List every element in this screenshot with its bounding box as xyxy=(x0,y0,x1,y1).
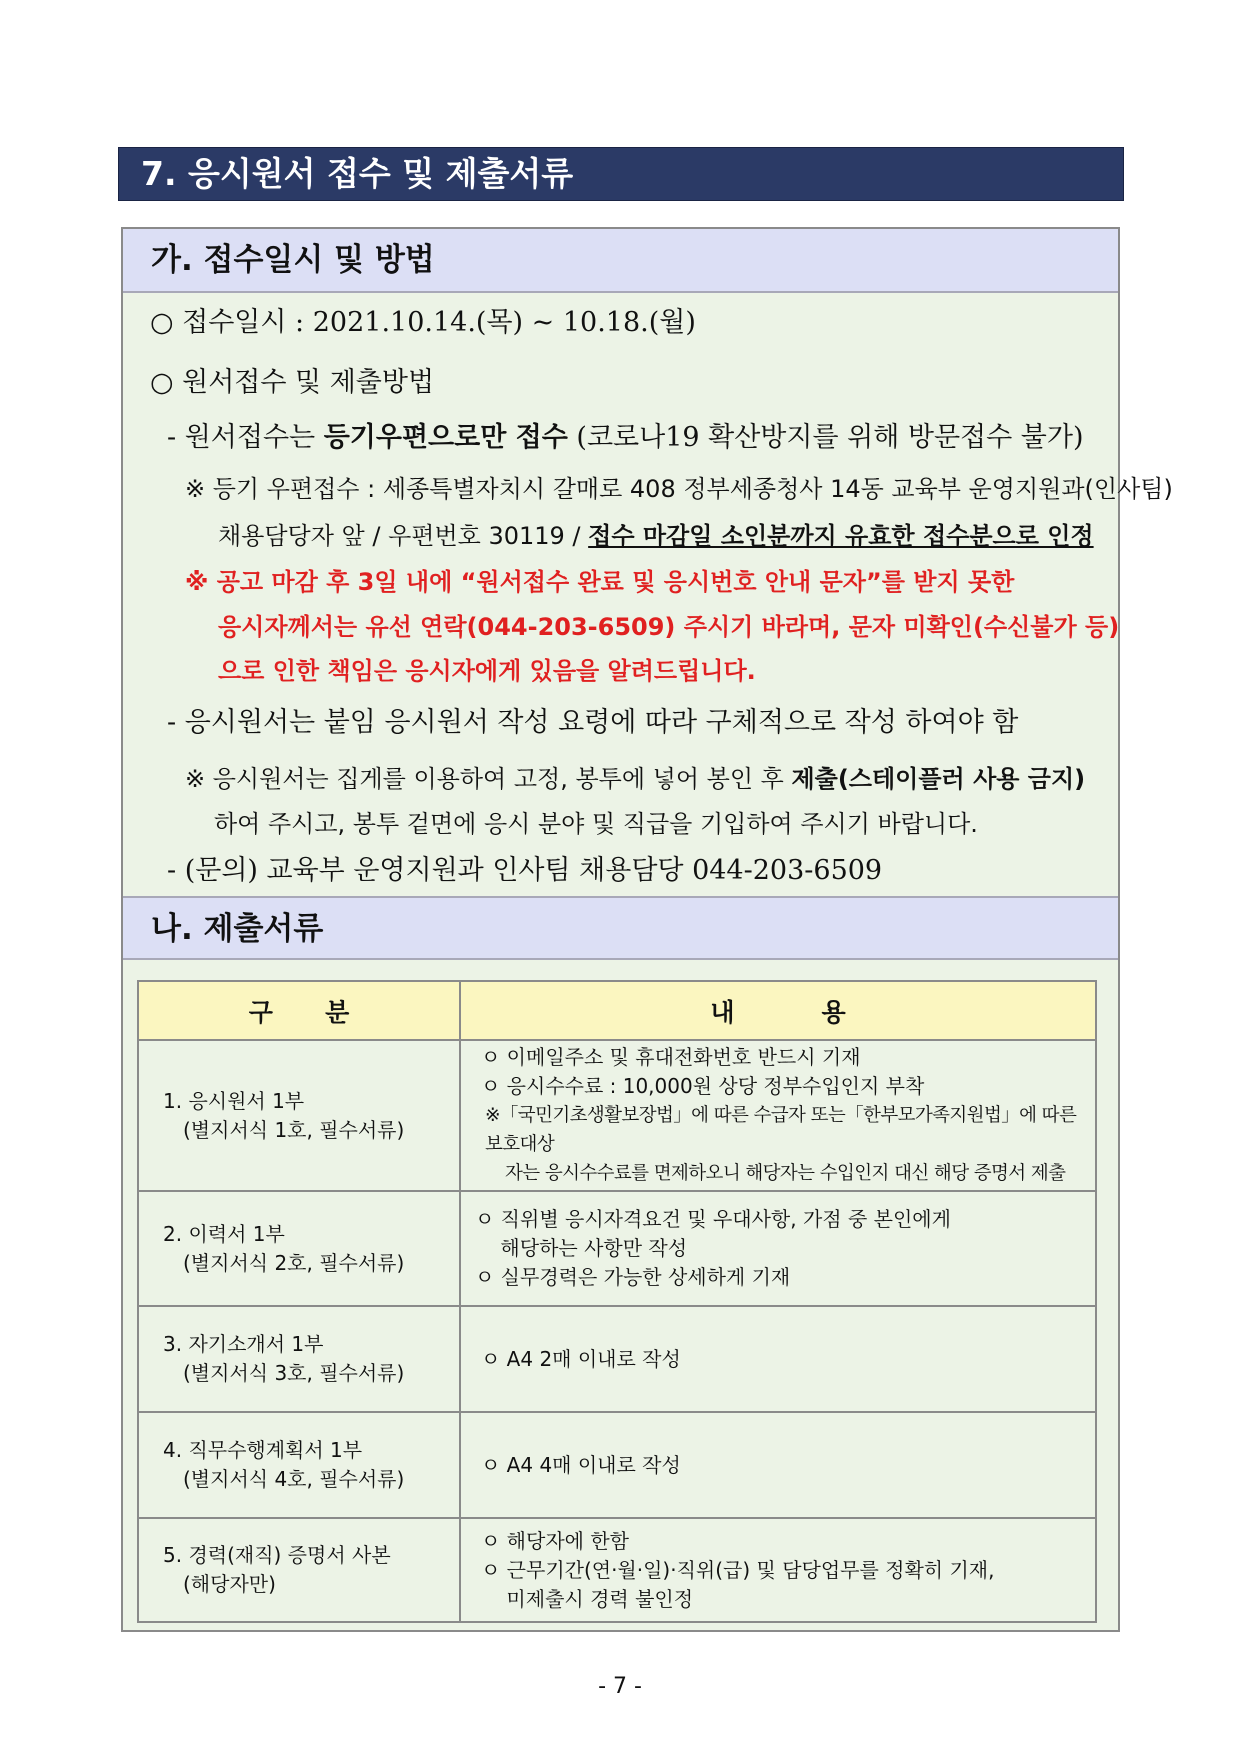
header-content: 내 용 xyxy=(460,981,1096,1040)
form-writing-line: - 응시원서는 붙임 응시원서 작성 요령에 따라 구체적으로 작성 하여야 함 xyxy=(167,707,1019,738)
warning-line-3: 으로 인한 책임은 응시자에게 있음을 알려드립니다. xyxy=(218,657,756,685)
row-category: 1. 응시원서 1부 (별지서식 1호, 필수서류) xyxy=(138,1040,460,1191)
documents-table xyxy=(137,980,1097,1623)
mail-address-note: ※ 등기 우편접수 : 세종특별자치시 갈매로 408 정부세종청사 14동 교육부 운영지원과(인사팀) xyxy=(185,475,1173,503)
mail-only-line: - 원서접수는 등기우편으로만 접수 (코로나19 확산방지를 위해 방문접수 불가) xyxy=(167,422,1084,453)
table-row xyxy=(138,1518,1096,1622)
contact-line: - (문의) 교육부 운영지원과 인사팀 채용담당 044-203-6509 xyxy=(167,855,883,886)
mail-deadline-note: 채용담당자 앞 / 우편번호 30119 / 접수 마감일 소인분까지 유효한 접수분으로 인정 xyxy=(218,522,1094,550)
page-number: - 7 - xyxy=(598,1674,642,1699)
row-content: ㅇ 직위별 응시자격요건 및 우대사항, 가점 중 본인에게 해당하는 사항만 작성 ㅇ 실무경력은 가능한 상세하게 기재 xyxy=(460,1191,1096,1306)
staple-note-2: 하여 주시고, 봉투 겉면에 응시 분야 및 직급을 기입하여 주시기 바랍니다. xyxy=(214,810,978,838)
row-category: 5. 경력(재직) 증명서 사본 (해당자만) xyxy=(138,1518,460,1622)
exemption-note: ※「국민기초생활보장법」에 따른 수급자 또는「한부모가족지원법」에 따른 보호대상 xyxy=(485,1105,1077,1155)
row-category: 2. 이력서 1부 (별지서식 2호, 필수서류) xyxy=(138,1191,460,1306)
row-category: 4. 직무수행계획서 1부 (별지서식 4호, 필수서류) xyxy=(138,1412,460,1518)
row-content: ㅇ 해당자에 한함 ㅇ 근무기간(연·월·일)·직위(급) 및 담당업무를 정확히 기재, 미제출시 경력 불인정 xyxy=(460,1518,1096,1622)
warning-line-1: ※ 공고 마감 후 3일 내에 “원서접수 완료 및 응시번호 안내 문자”를 받지 못한 xyxy=(185,568,1015,596)
content-box xyxy=(121,227,1173,1632)
row-content: ㅇ A4 2매 이내로 작성 xyxy=(460,1306,1096,1412)
warning-line-2: 응시자께서는 유선 연락(044-203-6509) 주시기 바라며, 문자 미확인(수신불가 등) xyxy=(218,613,1120,641)
subsection-a-title: 가. 접수일시 및 방법 xyxy=(123,229,1118,293)
row-content: ㅇ 이메일주소 및 휴대전화번호 반드시 기재 ㅇ 응시수수료 : 10,000원 상당 정부수입인지 부착 ※「국민기초생활보장법」에 따른 수급자 또는「한부모가족지원법」에 따른 보호대상 자는 응시수수료를 면제하오니 해당자는 수입인지 대신 해당 증명서 제출 xyxy=(460,1040,1096,1191)
table-row xyxy=(138,1306,1096,1412)
staple-note-1: ※ 응시원서는 집게를 이용하여 고정, 봉투에 넣어 봉인 후 제출(스테이플러 사용 금지) xyxy=(185,765,1086,793)
row-category: 3. 자기소개서 1부 (별지서식 3호, 필수서류) xyxy=(138,1306,460,1412)
table-header-row xyxy=(138,981,1096,1040)
exemption-note: 자는 응시수수료를 면제하오니 해당자는 수입인지 대신 해당 증명서 제출 xyxy=(505,1163,1066,1184)
table-row xyxy=(138,1040,1096,1191)
subsection-b-title: 나. 제출서류 xyxy=(123,896,1118,960)
table-row xyxy=(138,1191,1096,1306)
date-line: ○ 접수일시 : 2021.10.14.(목) ~ 10.18.(월) xyxy=(150,307,696,338)
section-title: 7. 응시원서 접수 및 제출서류 xyxy=(118,147,1124,201)
row-content: ㅇ A4 4매 이내로 작성 xyxy=(460,1412,1096,1518)
table-row xyxy=(138,1412,1096,1518)
header-category: 구 분 xyxy=(138,981,460,1040)
method-title: ○ 원서접수 및 제출방법 xyxy=(150,367,435,398)
